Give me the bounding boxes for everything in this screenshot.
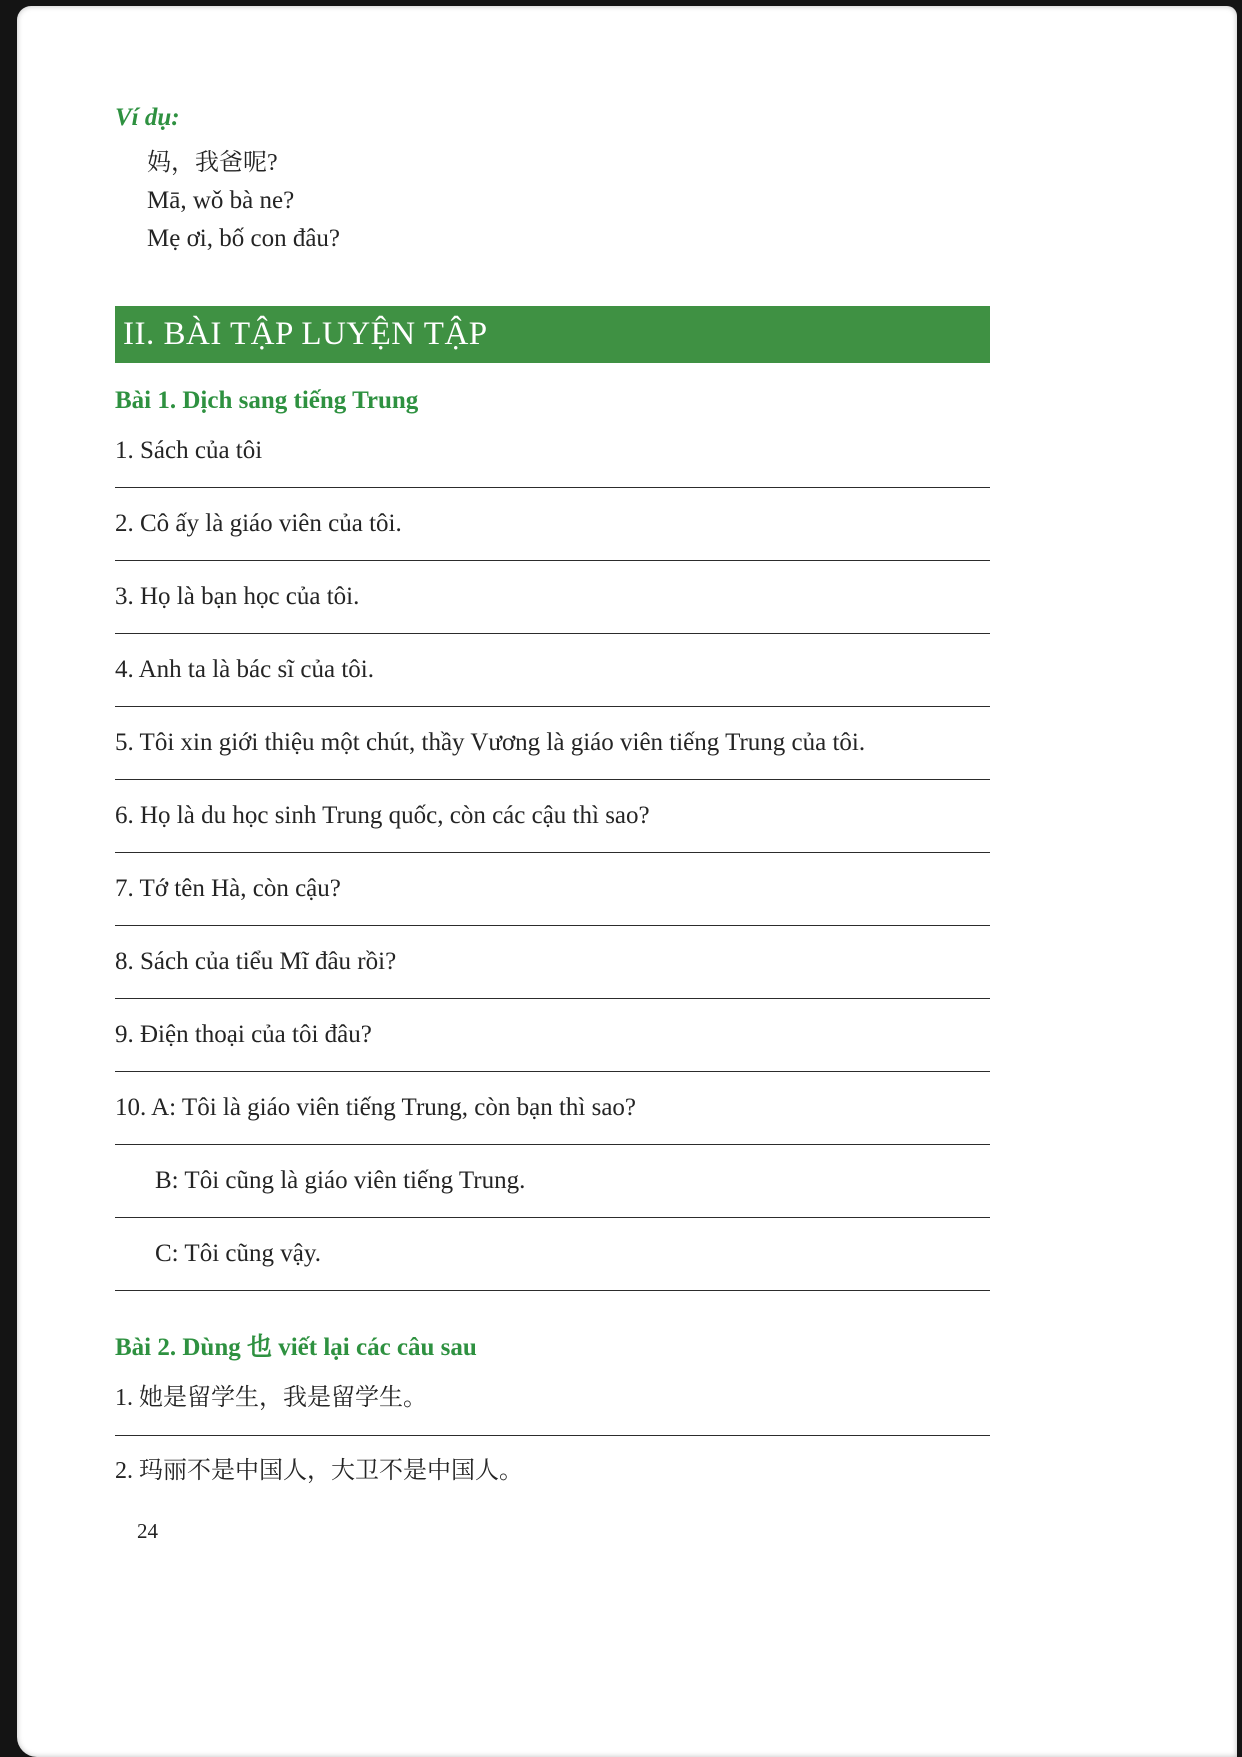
answer-line xyxy=(115,1071,990,1072)
exercise-item-text: 7. Tớ tên Hà, còn cậu? xyxy=(115,875,341,902)
section-banner xyxy=(115,306,990,363)
exercise1-items xyxy=(115,435,990,1291)
exercise-item xyxy=(115,435,990,488)
section-title: II. BÀI TẬP LUYỆN TẬP xyxy=(123,316,488,352)
answer-line xyxy=(115,706,990,707)
exercise-item-text: 2. 玛丽不是中国人，大卫不是中国人。 xyxy=(115,1458,523,1484)
exercise-item xyxy=(115,727,990,780)
example-lines xyxy=(147,144,990,258)
answer-line xyxy=(115,998,990,999)
exercise-item xyxy=(115,873,990,926)
answer-line xyxy=(115,779,990,780)
page-content xyxy=(115,104,990,1757)
exercise-item xyxy=(115,1383,990,1436)
exercise1-title: Bài 1. Dịch sang tiếng Trung xyxy=(115,387,419,414)
exercise-item xyxy=(115,946,990,999)
answer-line xyxy=(115,1144,990,1145)
answer-line xyxy=(115,925,990,926)
exercise-item-text: B: Tôi cũng là giáo viên tiếng Trung. xyxy=(155,1167,526,1194)
answer-line xyxy=(115,633,990,634)
exercise-item xyxy=(115,1165,990,1218)
exercise-item xyxy=(115,1019,990,1072)
exercise-item-text: 6. Họ là du học sinh Trung quốc, còn các cậu thì sao? xyxy=(115,802,650,829)
exercise-item-text: 3. Họ là bạn học của tôi. xyxy=(115,583,360,610)
exercise-item xyxy=(115,1238,990,1291)
exercise-item-text: 10. A: Tôi là giáo viên tiếng Trung, còn bạn thì sao? xyxy=(115,1094,637,1121)
exercise-item-text: 4. Anh ta là bác sĩ của tôi. xyxy=(115,656,374,683)
exercise-item-text: 2. Cô ấy là giáo viên của tôi. xyxy=(115,510,402,537)
answer-line xyxy=(115,852,990,853)
exercise-item-text: 9. Điện thoại của tôi đâu? xyxy=(115,1021,372,1048)
exercise-item xyxy=(115,654,990,707)
exercise-item-text: 8. Sách của tiểu Mĩ đâu rồi? xyxy=(115,948,397,975)
example-line: Mẹ ơi, bố con đâu? xyxy=(147,225,341,252)
example-label: Ví dụ: xyxy=(115,104,180,131)
exercise-item-text: C: Tôi cũng vậy. xyxy=(155,1240,321,1267)
example-block xyxy=(115,104,990,258)
exercise-item-text: 1. Sách của tôi xyxy=(115,437,263,464)
exercise-item-text: 5. Tôi xin giới thiệu một chút, thầy Vương là giáo viên tiếng Trung của tôi. xyxy=(115,729,866,756)
exercise-item xyxy=(115,1456,990,1487)
answer-line xyxy=(115,1435,990,1436)
exercise-item xyxy=(115,508,990,561)
page-number: 24 xyxy=(137,1519,158,1543)
answer-line xyxy=(115,487,990,488)
exercise-item xyxy=(115,581,990,634)
exercise-item xyxy=(115,1092,990,1145)
exercise2-items xyxy=(115,1383,990,1487)
example-line: Mā, wǒ bà ne? xyxy=(147,187,295,214)
answer-line xyxy=(115,560,990,561)
answer-line xyxy=(115,1290,990,1291)
answer-line xyxy=(115,1217,990,1218)
exercise2-title: Bài 2. Dùng 也 viết lại các câu sau xyxy=(115,1334,477,1361)
exercise-item xyxy=(115,800,990,853)
exercise-item-text: 1. 她是留学生，我是留学生。 xyxy=(115,1385,427,1411)
example-line: 妈，我爸呢? xyxy=(147,150,278,176)
scanned-page xyxy=(17,6,1237,1757)
